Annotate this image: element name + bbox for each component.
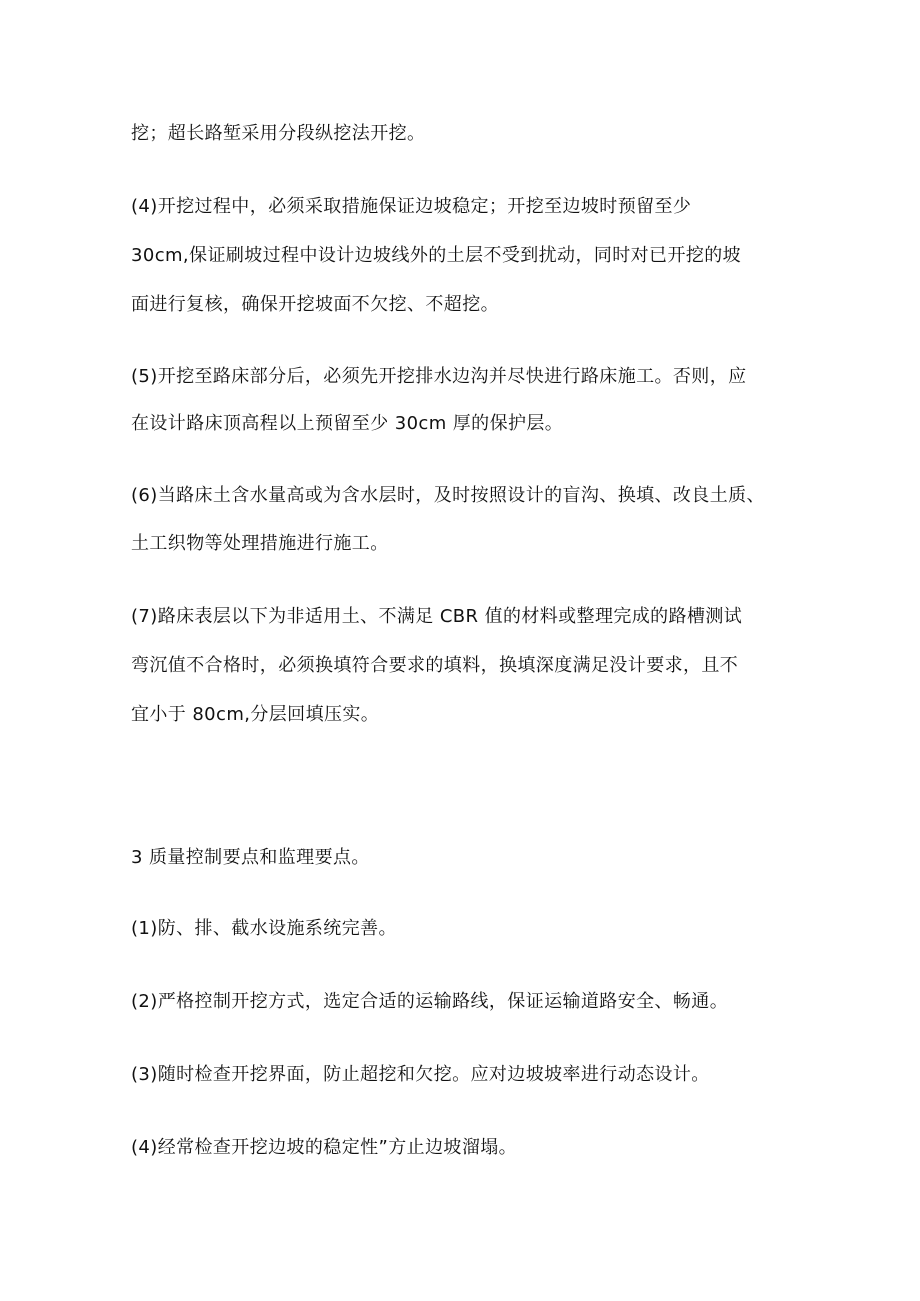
- text-line: (6)当路床土含水量高或为含水层时，及时按照设计的盲沟、换填、改良土质、: [131, 485, 765, 506]
- text-line: (4)开挖过程中，必须采取措施保证边坡稳定；开挖至边坡时预留至少: [131, 196, 692, 217]
- text-line: (7)路床表层以下为非适用土、不满足 CBR 值的材料或整理完成的路槽测试: [131, 606, 743, 627]
- list-item: (2)严格控制开挖方式，选定合适的运输路线，保证运输道路安全、畅通。: [131, 991, 729, 1012]
- text-line: 挖；超长路堑采用分段纵挖法开挖。: [131, 123, 426, 144]
- text-line: 土工织物等处理措施进行施工。: [131, 533, 389, 554]
- section-heading: 3 质量控制要点和监理要点。: [131, 847, 370, 868]
- list-item: (1)防、排、截水设施系统完善。: [131, 918, 397, 939]
- text-line: (5)开挖至路床部分后，必须先开挖排水边沟并尽快进行路床施工。否则，应: [131, 366, 747, 387]
- text-line: 面进行复核，确保开挖坡面不欠挖、不超挖。: [131, 294, 499, 315]
- text-line: 弯沉值不合格时，必须换填符合要求的填料，换填深度满足没计要求，且不: [131, 655, 739, 676]
- list-item: (3)随时检查开挖界面，防止超挖和欠挖。应对边坡坡率进行动态设计。: [131, 1064, 710, 1085]
- text-line: 30cm,保证刷坡过程中设计边坡线外的土层不受到扰动，同时对已开挖的坡: [131, 245, 742, 266]
- list-item: (4)经常检查开挖边坡的稳定性”方止边坡溜塌。: [131, 1137, 518, 1158]
- text-line: 在设计路床顶高程以上预留至少 30cm 厚的保护层。: [131, 413, 564, 434]
- text-line: 宜小于 80cm,分层回填压实。: [131, 704, 380, 725]
